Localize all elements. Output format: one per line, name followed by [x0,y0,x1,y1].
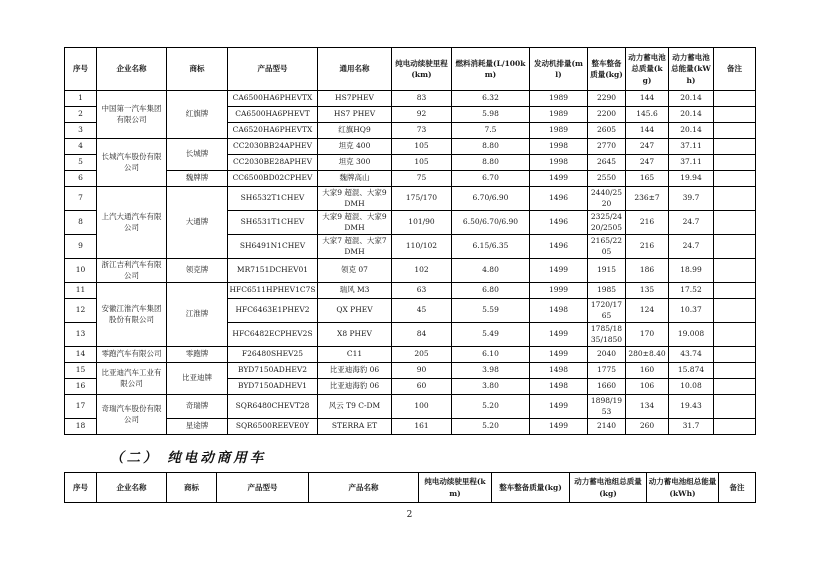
ev_range-cell: 205 [392,347,452,363]
batt_mass-cell: 280±8.40 [626,347,669,363]
table-header-row [65,473,756,503]
column-header: 动力蓄电池组总能量(kWh) [647,473,719,503]
engine-cell: 1998 [530,155,588,171]
model-cell: CA6520HA6PHEVTX [228,123,318,139]
column-header: 动力蓄电池总能量(kWh) [669,48,714,91]
batt_energy-cell: 18.99 [669,259,714,283]
brand-cell: 比亚迪牌 [167,363,228,395]
ev_range-cell: 75 [392,171,452,187]
table-row [65,171,756,187]
curb-cell: 2645 [588,155,626,171]
curb-cell: 1898/1953 [588,395,626,419]
phev-table-header [65,48,756,91]
model-cell: F26480SHEV25 [228,347,318,363]
curb-cell: 2140 [588,419,626,435]
column-header: 序号 [65,48,97,91]
ev_range-cell: 60 [392,379,452,395]
remark-cell [714,347,756,363]
table-row [65,395,756,419]
row-number-cell: 14 [65,347,97,363]
engine-cell: 1498 [530,299,588,323]
ev_range-cell: 73 [392,123,452,139]
batt_energy-cell: 15.874 [669,363,714,379]
curb-cell: 2040 [588,347,626,363]
name-cell: 比亚迪海豹 06 [318,363,392,379]
name-cell: 坦克 300 [318,155,392,171]
model-cell: CA6500HA6PHEVT [228,107,318,123]
fuel-cell: 8.80 [452,139,530,155]
batt_mass-cell: 165 [626,171,669,187]
brand-cell: 江淮牌 [167,283,228,347]
fuel-cell: 7.5 [452,123,530,139]
row-number-cell: 3 [65,123,97,139]
name-cell: 魏牌高山 [318,171,392,187]
name-cell: STERRA ET [318,419,392,435]
row-number-cell: 18 [65,419,97,435]
curb-cell: 1775 [588,363,626,379]
table-row [65,419,756,435]
brand-cell: 奇瑞牌 [167,395,228,419]
column-header: 备注 [714,48,756,91]
remark-cell [714,259,756,283]
batt_mass-cell: 145.6 [626,107,669,123]
ev_range-cell: 83 [392,91,452,107]
column-header: 商标 [167,48,228,91]
batt_energy-cell: 31.7 [669,419,714,435]
fuel-cell: 5.98 [452,107,530,123]
engine-cell: 1998 [530,139,588,155]
batt_mass-cell: 144 [626,123,669,139]
bev-commercial-vehicle-table [64,472,756,503]
engine-cell: 1989 [530,91,588,107]
ev_range-cell: 105 [392,139,452,155]
model-cell: SH6491N1CHEV [228,235,318,259]
fuel-cell: 5.20 [452,395,530,419]
remark-cell [714,187,756,211]
batt_mass-cell: 135 [626,283,669,299]
curb-cell: 1720/1765 [588,299,626,323]
column-header: 动力蓄电池组总质量(kg) [570,473,647,503]
table-row [65,283,756,299]
bev-table-header [65,473,756,503]
remark-cell [714,91,756,107]
batt_energy-cell: 37.11 [669,139,714,155]
remark-cell [714,139,756,155]
batt_mass-cell: 170 [626,323,669,347]
row-number-cell: 15 [65,363,97,379]
phev-table-body [65,91,756,435]
brand-cell: 大通牌 [167,187,228,259]
engine-cell: 1499 [530,347,588,363]
fuel-cell: 5.49 [452,323,530,347]
curb-cell: 2290 [588,91,626,107]
batt_mass-cell: 236±7 [626,187,669,211]
row-number-cell: 10 [65,259,97,283]
column-header: 整车整备质量(kg) [492,473,570,503]
curb-cell: 1915 [588,259,626,283]
engine-cell: 1496 [530,187,588,211]
ev_range-cell: 45 [392,299,452,323]
fuel-cell: 6.15/6.35 [452,235,530,259]
name-cell: C11 [318,347,392,363]
name-cell: 大家9 超混、大家9 DMH [318,187,392,211]
row-number-cell: 8 [65,211,97,235]
batt_energy-cell: 24.7 [669,211,714,235]
curb-cell: 1785/1835/1850 [588,323,626,347]
section-heading-bev-commercial: （二） 纯电动商用车 [110,450,267,466]
batt_energy-cell: 39.7 [669,187,714,211]
engine-cell: 1499 [530,171,588,187]
ev_range-cell: 92 [392,107,452,123]
fuel-cell: 6.70/6.90 [452,187,530,211]
row-number-cell: 4 [65,139,97,155]
phev-passenger-vehicle-table [64,47,756,435]
table-row [65,187,756,211]
curb-cell: 2605 [588,123,626,139]
brand-cell: 领克牌 [167,259,228,283]
company-cell: 上汽大通汽车有限公司 [97,187,167,259]
company-cell: 浙江吉利汽车有限公司 [97,259,167,283]
remark-cell [714,155,756,171]
batt_energy-cell: 20.14 [669,123,714,139]
fuel-cell: 6.10 [452,347,530,363]
batt_mass-cell: 144 [626,91,669,107]
engine-cell: 1499 [530,323,588,347]
engine-cell: 1499 [530,259,588,283]
curb-cell: 1985 [588,283,626,299]
column-header: 纯电动续驶里程(km) [392,48,452,91]
name-cell: 瑞风 M3 [318,283,392,299]
engine-cell: 1496 [530,211,588,235]
fuel-cell: 6.70 [452,171,530,187]
row-number-cell: 7 [65,187,97,211]
model-cell: SH6532T1CHEV [228,187,318,211]
remark-cell [714,211,756,235]
row-number-cell: 2 [65,107,97,123]
column-header: 序号 [65,473,97,503]
row-number-cell: 11 [65,283,97,299]
row-number-cell: 9 [65,235,97,259]
batt_energy-cell: 19.94 [669,171,714,187]
curb-cell: 2325/2420/2505 [588,211,626,235]
engine-cell: 1999 [530,283,588,299]
ev_range-cell: 101/90 [392,211,452,235]
fuel-cell: 3.98 [452,363,530,379]
curb-cell: 2770 [588,139,626,155]
batt_energy-cell: 19.43 [669,395,714,419]
engine-cell: 1989 [530,123,588,139]
ev_range-cell: 63 [392,283,452,299]
brand-cell: 长城牌 [167,139,228,171]
column-header: 发动机排量(ml) [530,48,588,91]
batt_energy-cell: 10.37 [669,299,714,323]
brand-cell: 红旗牌 [167,91,228,139]
batt_mass-cell: 216 [626,211,669,235]
model-cell: CC2030BB24APHEV [228,139,318,155]
engine-cell: 1498 [530,379,588,395]
column-header: 纯电动续驶里程(km) [419,473,492,503]
company-cell: 比亚迪汽车工业有限公司 [97,363,167,395]
batt_energy-cell: 43.74 [669,347,714,363]
ev_range-cell: 100 [392,395,452,419]
model-cell: CA6500HA6PHEVTX [228,91,318,107]
ev_range-cell: 84 [392,323,452,347]
brand-cell: 星途牌 [167,419,228,435]
model-cell: CC2030BE28APHEV [228,155,318,171]
batt_energy-cell: 10.08 [669,379,714,395]
batt_mass-cell: 247 [626,139,669,155]
column-header: 燃料消耗量(L/100km) [452,48,530,91]
fuel-cell: 4.80 [452,259,530,283]
row-number-cell: 12 [65,299,97,323]
row-number-cell: 1 [65,91,97,107]
batt_mass-cell: 124 [626,299,669,323]
remark-cell [714,419,756,435]
ev_range-cell: 110/102 [392,235,452,259]
batt_mass-cell: 160 [626,363,669,379]
name-cell: 比亚迪海豹 06 [318,379,392,395]
model-cell: SQR6500REEVE0Y [228,419,318,435]
batt_energy-cell: 17.52 [669,283,714,299]
engine-cell: 1989 [530,107,588,123]
curb-cell: 1660 [588,379,626,395]
batt_mass-cell: 260 [626,419,669,435]
column-header: 通用名称 [318,48,392,91]
batt_mass-cell: 216 [626,235,669,259]
ev_range-cell: 105 [392,155,452,171]
model-cell: SH6531T1CHEV [228,211,318,235]
curb-cell: 2200 [588,107,626,123]
curb-cell: 2165/2205 [588,235,626,259]
name-cell: 领克 07 [318,259,392,283]
batt_mass-cell: 247 [626,155,669,171]
name-cell: HS7 PHEV [318,107,392,123]
fuel-cell: 8.80 [452,155,530,171]
column-header: 整车整备质量(kg) [588,48,626,91]
column-header: 商标 [167,473,217,503]
name-cell: 大家9 超混、大家9 DMH [318,211,392,235]
column-header: 产品型号 [228,48,318,91]
batt_energy-cell: 20.14 [669,91,714,107]
company-cell: 零跑汽车有限公司 [97,347,167,363]
ev_range-cell: 175/170 [392,187,452,211]
batt_mass-cell: 106 [626,379,669,395]
name-cell: 坦克 400 [318,139,392,155]
fuel-cell: 5.20 [452,419,530,435]
name-cell: 红旗HQ9 [318,123,392,139]
remark-cell [714,235,756,259]
row-number-cell: 17 [65,395,97,419]
name-cell: QX PHEV [318,299,392,323]
page-number: 2 [406,510,413,520]
name-cell: X8 PHEV [318,323,392,347]
fuel-cell: 3.80 [452,379,530,395]
model-cell: SQR6480CHEVT28 [228,395,318,419]
fuel-cell: 6.50/6.70/6.90 [452,211,530,235]
remark-cell [714,363,756,379]
name-cell: 大家7 超混、大家7 DMH [318,235,392,259]
engine-cell: 1498 [530,363,588,379]
batt_energy-cell: 20.14 [669,107,714,123]
fuel-cell: 6.32 [452,91,530,107]
row-number-cell: 13 [65,323,97,347]
model-cell: BYD7150ADHEV1 [228,379,318,395]
remark-cell [714,299,756,323]
batt_mass-cell: 134 [626,395,669,419]
company-cell: 奇瑞汽车股份有限公司 [97,395,167,435]
column-header: 产品型号 [217,473,309,503]
row-number-cell: 5 [65,155,97,171]
brand-cell: 魏牌牌 [167,171,228,187]
table-row [65,347,756,363]
table-row [65,91,756,107]
name-cell: 风云 T9 C-DM [318,395,392,419]
model-cell: CC6500BD02CPHEV [228,171,318,187]
curb-cell: 2550 [588,171,626,187]
model-cell: MR7151DCHEV01 [228,259,318,283]
model-cell: HFC6511HPHEV1C7S [228,283,318,299]
remark-cell [714,395,756,419]
brand-cell: 零跑牌 [167,347,228,363]
remark-cell [714,107,756,123]
batt_energy-cell: 37.11 [669,155,714,171]
engine-cell: 1499 [530,419,588,435]
remark-cell [714,283,756,299]
row-number-cell: 16 [65,379,97,395]
company-cell: 中国第一汽车集团有限公司 [97,91,167,139]
remark-cell [714,171,756,187]
ev_range-cell: 90 [392,363,452,379]
column-header: 企业名称 [97,473,167,503]
table-row [65,259,756,283]
name-cell: HS7PHEV [318,91,392,107]
row-number-cell: 6 [65,171,97,187]
table-row [65,139,756,155]
model-cell: HFC6463E1PHEV2 [228,299,318,323]
fuel-cell: 6.80 [452,283,530,299]
company-cell: 安徽江淮汽车集团股份有限公司 [97,283,167,347]
column-header: 备注 [719,473,756,503]
remark-cell [714,323,756,347]
remark-cell [714,123,756,139]
model-cell: BYD7150ADHEV2 [228,363,318,379]
batt_energy-cell: 19.008 [669,323,714,347]
company-cell: 长城汽车股份有限公司 [97,139,167,187]
ev_range-cell: 102 [392,259,452,283]
engine-cell: 1499 [530,395,588,419]
engine-cell: 1496 [530,235,588,259]
ev_range-cell: 161 [392,419,452,435]
remark-cell [714,379,756,395]
batt_mass-cell: 186 [626,259,669,283]
column-header: 企业名称 [97,48,167,91]
table-row [65,363,756,379]
table-header-row [65,48,756,91]
model-cell: HFC6482ECPHEV2S [228,323,318,347]
fuel-cell: 5.59 [452,299,530,323]
curb-cell: 2440/2520 [588,187,626,211]
batt_energy-cell: 24.7 [669,235,714,259]
column-header: 产品名称 [309,473,419,503]
column-header: 动力蓄电池总质量(kg) [626,48,669,91]
